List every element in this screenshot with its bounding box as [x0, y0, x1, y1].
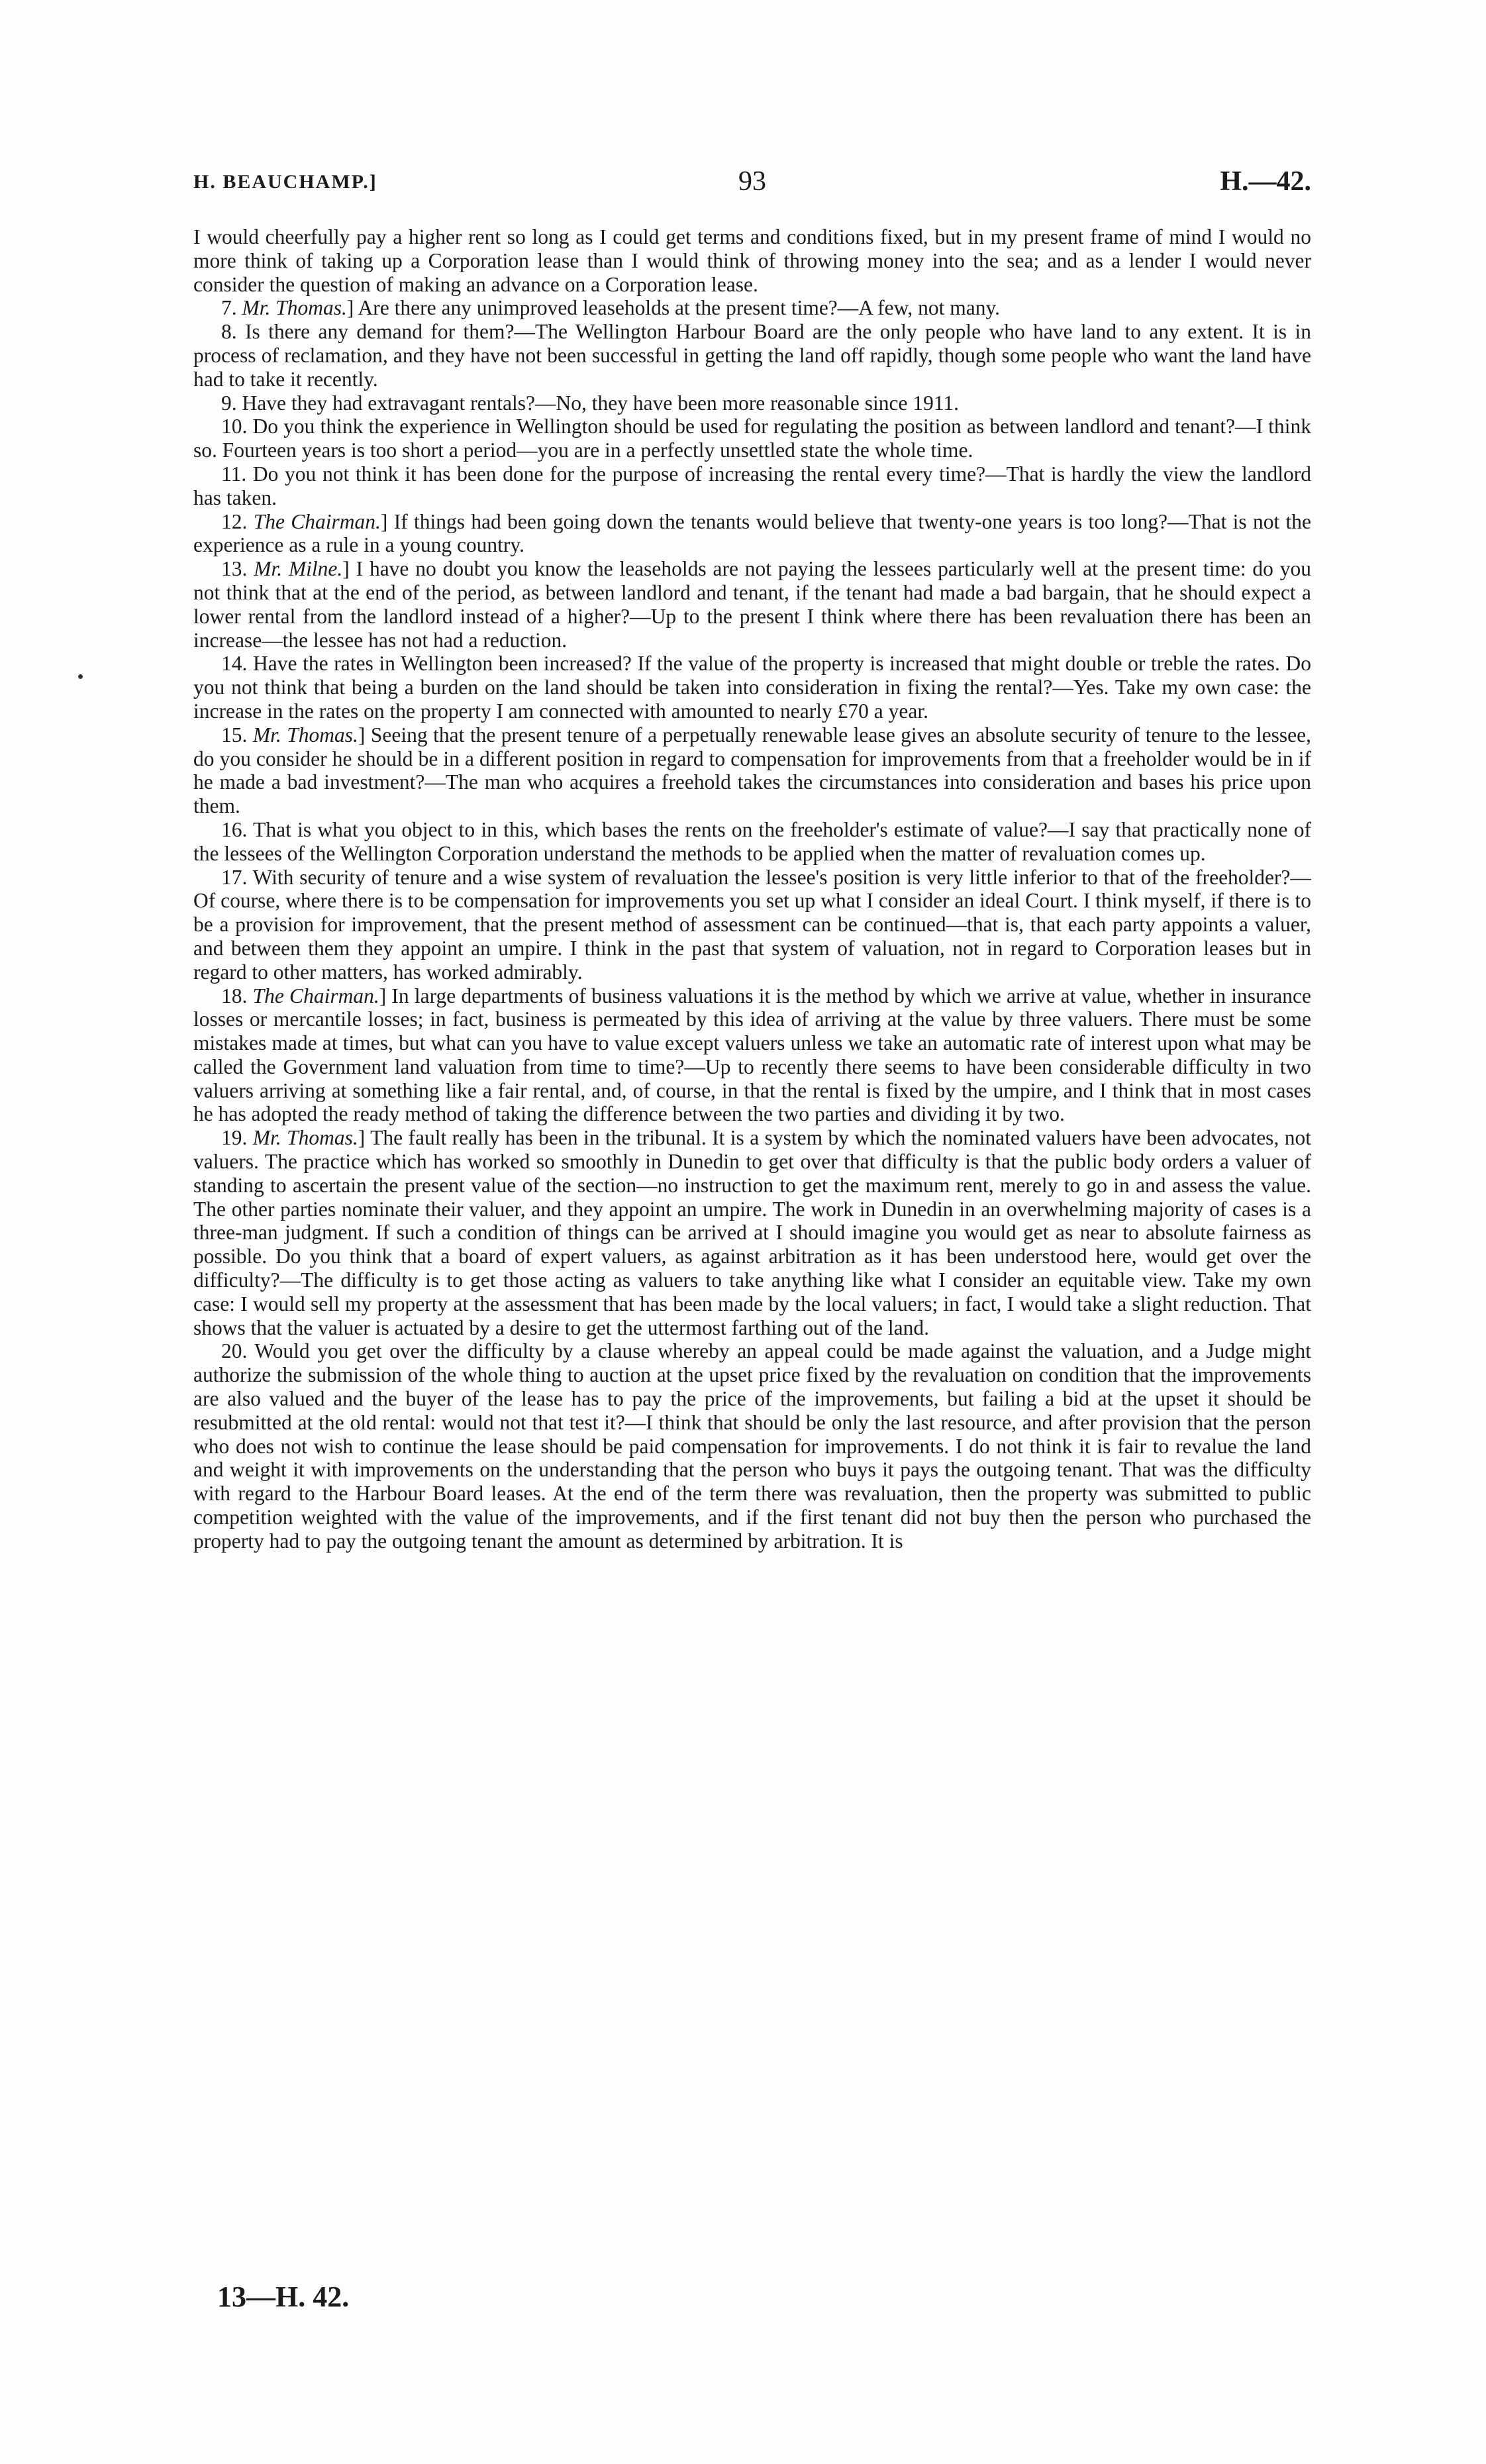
paragraph — [193, 818, 1311, 866]
question-number: 11. — [221, 462, 253, 486]
paragraph — [193, 557, 1311, 652]
paragraph-text: ] The fault really has been in the tribunal. It is a system by which the nominated valuers have been advocates, not valuers. The practice which has worked so smoothly in Dunedin to get over that difficulty is that the public body orders a valuer of standing to ascertain the present value of the section—no instruction to get the maximum rent, merely to go in and assess the value. The other parties nominate their valuer, and they appoint an umpire. The work in Dunedin in an overwhelming majority of cases is a three-man judgment. If such a condition of things can be arrived at I should imagine you would get as near to absolute fairness as possible. Do you think that a board of expert valuers, as against arbitration as it has been understood here, would get over the difficulty?—The difficulty is to get those acting as valuers to take anything like what I consider an equitable view. Take my own case: I would sell my property at the assessment that has been made by the local valuers; in fact, I would take a slight reduction. That shows that the valuer is actuated by a desire to get the uttermost farthing out of the land. — [193, 1126, 1311, 1339]
page-number: 93 — [738, 166, 766, 197]
paragraph-text: With security of tenure and a wise system of revaluation the lessee's position is very little inferior to that of the freeholder?—Of course, where there is to be compensation for improvements you set up what I consider an ideal Court. I think myself, if there is to be a provision for improvement, that the present method of assessment can be continued—that is, that each party appoints a valuer, and between them they appoint an umpire. I think in the past that system of valuation, not in regard to Corporation leases but in regard to other matters, has worked admirably. — [193, 865, 1311, 984]
paper-code: H.—42. — [1220, 166, 1311, 197]
question-number: 18. — [221, 984, 253, 1007]
signature-mark: 13—H. 42. — [217, 2281, 350, 2313]
paragraph — [193, 462, 1311, 510]
page-header — [193, 166, 1311, 205]
question-number: 13. — [221, 557, 254, 581]
paragraph — [193, 866, 1311, 984]
question-number: 12. — [221, 509, 254, 533]
paragraph-text: Do you think the experience in Wellington should be used for regulating the position as between landlord and tenant?—I think so. Fourteen years is too short a period—you are in a perfectly unsettled state the whole time. — [193, 415, 1311, 462]
speaker-name: The Chairman. — [253, 509, 381, 533]
paragraph-text: I would cheerfully pay a higher rent so long as I could get terms and conditions fixed, but in my present frame of mind I would no more think of taking up a Corporation lease than I would think of throwing money into the sea; and as a lender I would never consider the question of making an advance on a Corporation lease. — [193, 225, 1311, 296]
paragraph — [193, 320, 1311, 391]
speaker-name: Mr. Thomas. — [242, 296, 347, 320]
paragraph-text: ] In large departments of business valuations it is the method by which we arrive at value, whether in insurance losses or mercantile losses; in fact, business is permeated by this idea of arriving at the value by three valuers. There must be some mistakes made at times, but what can you have to value except valuers unless we take an automatic rate of interest upon what may be called the Government land valuation from time to time?—Up to recently there seems to have been considerable difficulty in two valuers arriving at something like a fair rental, and, of course, in that the rental is fixed by the umpire, and I think that in most cases he has adopted the ready method of taking the difference between the two parties and dividing it by two. — [193, 984, 1311, 1126]
question-number: 8. — [221, 320, 246, 344]
paragraph — [193, 984, 1311, 1127]
paragraph — [193, 510, 1311, 558]
paragraph-text: ] If things had been going down the tenants would believe that twenty-one years is too long?—That is not the experience as a rule in a young country. — [193, 509, 1311, 557]
question-number: 19. — [221, 1126, 253, 1150]
speaker-name: Mr. Thomas. — [252, 1126, 358, 1150]
question-number: 14. — [221, 652, 254, 676]
question-number: 7. — [221, 296, 242, 320]
paragraph — [193, 723, 1311, 818]
question-number: 9. — [221, 391, 242, 415]
speaker-name: Mr. Milne. — [254, 557, 343, 581]
paragraph-text: Do you not think it has been done for the purpose of increasing the rental every time?—That is hardly the view the landlord has taken. — [193, 462, 1311, 509]
paragraph-text: ] Are there any unimproved leaseholds at the present time?—A few, not many. — [346, 296, 1001, 320]
paragraph-text: Is there any demand for them?—The Wellington Harbour Board are the only people who have land to any extent. It is in process of reclamation, and they have not been successful in getting the land off rapidly, though some people who want the land have had to take it recently. — [193, 320, 1311, 391]
paragraph — [193, 391, 1311, 415]
paragraph-text: That is what you object to in this, which bases the rents on the freeholder's estimate of value?—I say that practically none of the lessees of the Wellington Corporation understand the methods to be applied when the matter of revaluation comes up. — [193, 817, 1311, 865]
paragraph-text: Have the rates in Wellington been increased? If the value of the property is increased that might double or treble the rates. Do you not think that being a burden on the land should be taken into consideration in fixing the rental?—Yes. Take my own case: the increase in the rates on the property I am connected with amounted to nearly £70 a year. — [193, 652, 1311, 723]
speaker-name: The Chairman. — [252, 984, 379, 1007]
paragraph — [193, 225, 1311, 296]
paragraph-text: ] I have no doubt you know the leaseholds are not paying the lessees particularly well at the present time: do you not think that at the end of the period, as between landlord and tenant, if the tenant had made a bad bargain, that he should expect a lower rental from the landlord instead of a higher?—Up to the present I think where there has been revaluation there has been an increase—the lessee has not had a reduction. — [193, 557, 1311, 652]
witness-name: H. BEAUCHAMP.] — [193, 171, 377, 193]
speaker-name: Mr. Thomas. — [252, 723, 358, 746]
question-number: 15. — [221, 723, 253, 746]
question-number: 17. — [221, 865, 253, 889]
paragraph-text: Have they had extravagant rentals?—No, they have been more reasonable since 1911. — [242, 391, 960, 415]
paragraph — [193, 415, 1311, 462]
margin-dot — [78, 674, 83, 679]
paragraph — [193, 652, 1311, 723]
testimony-text — [193, 225, 1311, 2275]
paragraph-text: Would you get over the difficulty by a clause whereby an appeal could be made against the valuation, and a Judge might authorize the submission of the whole thing to auction at the upset price fixed by the revaluation on condition that the improvements are also valued and the buyer of the lease has to pay the price of the improvements, but failing a bid at the upset it should be resubmitted at the old rental: would not that test it?—I think that should be only the last resource, and after provision that the person who does not wish to continue the lease should be paid compensation for improvements. I do not think it is fair to revalue the land and weight it with improvements on the understanding that the person who buys it pays the outgoing tenant. That was the difficulty with regard to the Harbour Board leases. At the end of the term there was revaluation, then the property was submitted to public competition weighted with the value of the improvements, and if the first tenant did not buy then the person who purchased the property had to pay the outgoing tenant the amount as determined by arbitration. It is — [193, 1339, 1311, 1553]
question-number: 20. — [221, 1339, 255, 1363]
paragraph — [193, 296, 1311, 320]
paragraph — [193, 1126, 1311, 1339]
question-number: 10. — [221, 415, 253, 438]
paragraph-text: ] Seeing that the present tenure of a perpetually renewable lease gives an absolute security of tenure to the lessee, do you consider he should be in a different position in regard to compensation for improvements from that a freeholder would be in if he made a bad investment?—The man who acquires a freehold takes the circumstances into consideration and bases his price upon them. — [193, 723, 1311, 818]
paragraph — [193, 1339, 1311, 1553]
question-number: 16. — [221, 817, 254, 841]
